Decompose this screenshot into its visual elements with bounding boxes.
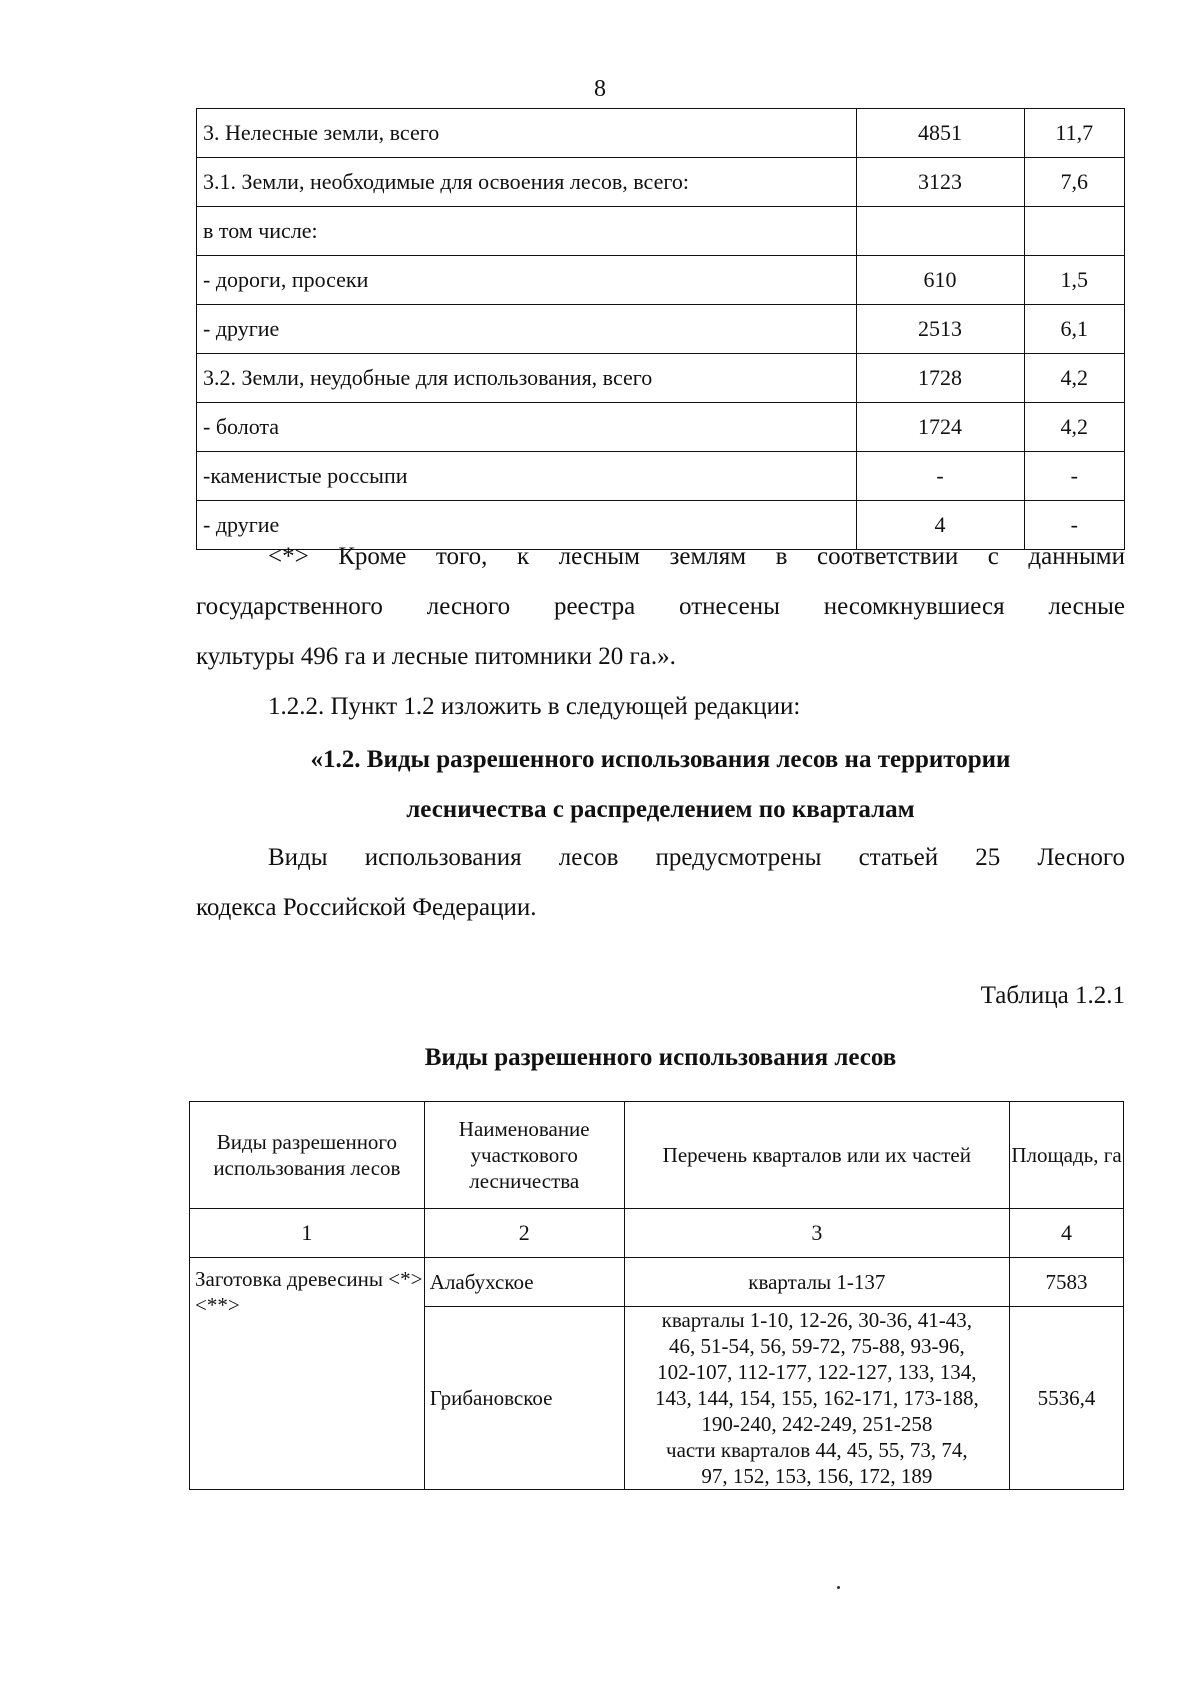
header-cell: Площадь, га [1010, 1102, 1124, 1209]
column-number-row [190, 1209, 1124, 1258]
page-number: 8 [594, 76, 606, 102]
land-name-cell: - болота [197, 403, 857, 452]
land-area-cell: 610 [856, 256, 1024, 305]
land-name-cell: в том числе: [197, 207, 857, 256]
land-area-cell: - [856, 452, 1024, 501]
section-heading-line: лесничества с распределением по кварталам [406, 796, 915, 823]
quarters-line: 143, 144, 154, 155, 162-171, 173-188, [654, 1386, 979, 1410]
quarters-line: 102-107, 112-177, 122-127, 133, 134, [657, 1360, 977, 1384]
use-type-cell: Заготовка древесины <*> <**> [190, 1258, 425, 1490]
scan-speck [837, 1586, 840, 1589]
table-row [197, 109, 1125, 158]
land-percent-cell: 6,1 [1024, 305, 1124, 354]
area-cell: 7583 [1010, 1258, 1124, 1307]
area-cell: 5536,4 [1010, 1307, 1124, 1490]
section-heading-line: «1.2. Виды разрешенного использования лесов на территории [310, 746, 1011, 773]
land-percent-cell: 11,7 [1024, 109, 1124, 158]
land-percent-cell: 7,6 [1024, 158, 1124, 207]
intro-paragraph [196, 833, 1125, 933]
table-row [197, 158, 1125, 207]
table-label: Таблица 1.2.1 [980, 982, 1125, 1009]
section-heading [196, 735, 1125, 835]
point-122-text: 1.2.2. Пункт 1.2 изложить в следующей редакции: [268, 693, 801, 720]
land-area-cell: 3123 [856, 158, 1024, 207]
column-number: 4 [1010, 1209, 1124, 1258]
table-row [197, 403, 1125, 452]
column-number: 3 [624, 1209, 1009, 1258]
land-area-cell: 1728 [856, 354, 1024, 403]
land-percent-cell: 4,2 [1024, 403, 1124, 452]
footnote-line: культуры 496 га и лесные питомники 20 га.». [196, 643, 676, 670]
header-cell: Перечень кварталов или их частей [624, 1102, 1009, 1209]
forestry-cell: Грибановское [424, 1307, 624, 1490]
quarters-line: 46, 51-54, 56, 59-72, 75-88, 93-96, [668, 1334, 965, 1358]
table-row [197, 256, 1125, 305]
table-title: Виды разрешенного использования лесов [424, 1044, 897, 1071]
table-row [190, 1258, 1124, 1307]
land-name-cell: - другие [197, 305, 857, 354]
land-percent-cell: - [1024, 452, 1124, 501]
column-number: 1 [190, 1209, 425, 1258]
land-category-table [196, 108, 1125, 550]
intro-line: кодекса Российской Федерации. [196, 894, 537, 921]
land-name-cell: - другие [197, 501, 857, 550]
land-area-cell: 4 [856, 501, 1024, 550]
land-percent-cell: 4,2 [1024, 354, 1124, 403]
land-percent-cell: - [1024, 501, 1124, 550]
header-cell: Виды разрешенного использования лесов [190, 1102, 425, 1209]
land-name-cell: 3.2. Земли, неудобные для использования, всего [197, 354, 857, 403]
table-row [197, 207, 1125, 256]
forest-uses-table [189, 1101, 1124, 1490]
table-header-row [190, 1102, 1124, 1209]
header-cell: Наименование участкового лесничества [424, 1102, 624, 1209]
quarters-line: кварталы 1-10, 12-26, 30-36, 41-43, [661, 1308, 973, 1332]
quarters-cell [624, 1307, 1009, 1490]
intro-line: Виды использования лесов предусмотрены статьей 25 Лесного [268, 844, 1125, 871]
quarters-line: 97, 152, 153, 156, 172, 189 [701, 1464, 933, 1488]
land-name-cell: 3. Нелесные земли, всего [197, 109, 857, 158]
footnote-line: <*> Кроме того, к лесным землям в соответствии с данными [268, 543, 1125, 570]
forestry-cell: Алабухское [424, 1258, 624, 1307]
land-percent-cell: 1,5 [1024, 256, 1124, 305]
land-area-cell [856, 207, 1024, 256]
table-row [197, 305, 1125, 354]
quarters-line: 190-240, 242-249, 251-258 [701, 1412, 933, 1436]
land-name-cell: - дороги, просеки [197, 256, 857, 305]
land-area-cell: 2513 [856, 305, 1024, 354]
land-name-cell: -каменистые россыпи [197, 452, 857, 501]
table-row [197, 354, 1125, 403]
land-area-cell: 4851 [856, 109, 1024, 158]
point-122-paragraph [196, 682, 1125, 732]
table-row [197, 452, 1125, 501]
land-area-cell: 1724 [856, 403, 1024, 452]
column-number: 2 [424, 1209, 624, 1258]
footnote-line: государственного лесного реестра отнесены несомкнувшиеся лесные [196, 593, 1125, 620]
footnote-paragraph [196, 532, 1125, 682]
land-name-cell: 3.1. Земли, необходимые для освоения лесов, всего: [197, 158, 857, 207]
quarters-cell: кварталы 1-137 [624, 1258, 1009, 1307]
quarters-line: части кварталов 44, 45, 55, 73, 74, [666, 1438, 968, 1462]
land-percent-cell [1024, 207, 1124, 256]
